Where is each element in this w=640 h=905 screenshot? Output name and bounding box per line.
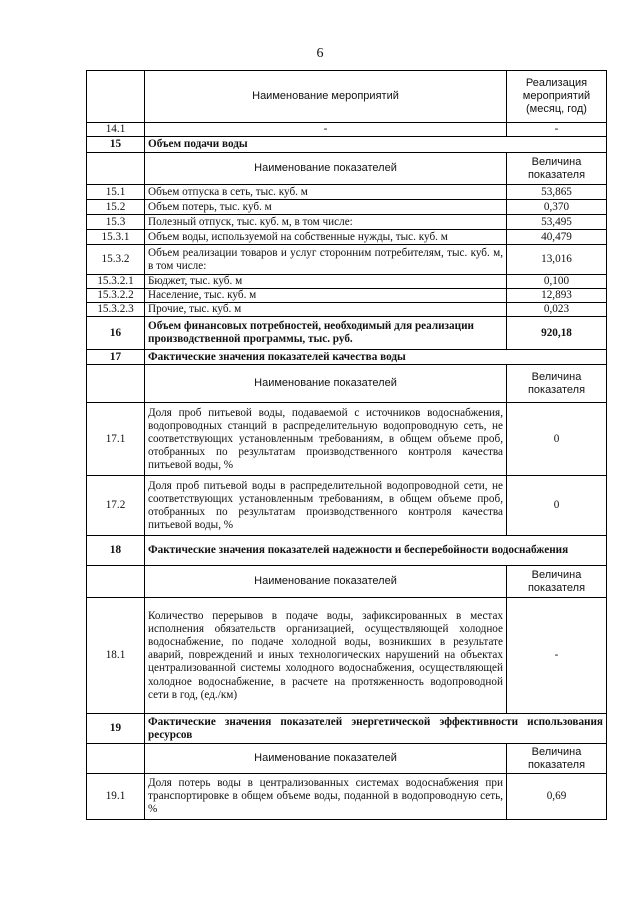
row-number: 15.2 [87, 200, 145, 215]
row-number: 17.1 [87, 403, 145, 476]
table-row [87, 275, 607, 289]
row-value: 53,495 [507, 215, 607, 230]
table-row [87, 403, 607, 476]
table-row [87, 123, 607, 137]
table-row [87, 317, 607, 350]
row-value: 12,893 [507, 289, 607, 303]
section-number: 18 [87, 536, 145, 566]
header-name-cell: Наименование показателей [145, 744, 507, 774]
table-header-row [87, 71, 607, 123]
row-number: 14.1 [87, 123, 145, 137]
header-value-cell: Величина показателя [507, 566, 607, 598]
table-row [87, 200, 607, 215]
header-name-cell: Наименование показателей [145, 365, 507, 403]
row-value: 0,69 [507, 774, 607, 820]
row-name: Прочие, тыс. куб. м [145, 303, 507, 317]
table-row [87, 230, 607, 245]
section-title: Фактические значения показателей надежности и бесперебойности водоснабжения [145, 536, 607, 566]
page-number: 6 [316, 46, 324, 61]
row-value: 0,370 [507, 200, 607, 215]
header-value-cell: Величина показателя [507, 744, 607, 774]
row-value: - [507, 123, 607, 137]
row-name: Бюджет, тыс. куб. м [145, 275, 507, 289]
row-number: 15.3.2 [87, 245, 145, 275]
row-value: 53,865 [507, 185, 607, 200]
table-header-row [87, 365, 607, 403]
row-value: 0,023 [507, 303, 607, 317]
indicators-table [86, 70, 607, 820]
row-number: 16 [87, 317, 145, 350]
row-number: 15.1 [87, 185, 145, 200]
row-value: 0,100 [507, 275, 607, 289]
row-number: 15.3.1 [87, 230, 145, 245]
row-value: 40,479 [507, 230, 607, 245]
header-num-cell [87, 153, 145, 185]
table-row [87, 289, 607, 303]
row-name: Полезный отпуск, тыс. куб. м, в том числе: [145, 215, 507, 230]
table-row [87, 215, 607, 230]
header-name-cell: Наименование показателей [145, 153, 507, 185]
row-number: 15.3.2.1 [87, 275, 145, 289]
table-header-row [87, 744, 607, 774]
row-name: - [145, 123, 507, 137]
header-value-cell: Величина показателя [507, 365, 607, 403]
row-name: Объем потерь, тыс. куб. м [145, 200, 507, 215]
row-number: 15.3.2.3 [87, 303, 145, 317]
header-num-cell [87, 71, 145, 123]
row-name: Доля потерь воды в централизованных системах водоснабжения при транспортировке в общем объеме воды, поданной в водопроводную сеть, % [145, 774, 507, 820]
table-header-row [87, 566, 607, 598]
table-row [87, 185, 607, 200]
row-number: 15.3.2.2 [87, 289, 145, 303]
header-value-cell: Величина показателя [507, 153, 607, 185]
section-title: Объем подачи воды [145, 137, 607, 153]
section-title: Фактические значения показателей качества воды [145, 350, 607, 365]
table-row [87, 774, 607, 820]
row-value: 920,18 [507, 317, 607, 350]
table-header-row [87, 153, 607, 185]
header-num-cell [87, 365, 145, 403]
section-number: 15 [87, 137, 145, 153]
row-name: Население, тыс. куб. м [145, 289, 507, 303]
row-value: 0 [507, 476, 607, 536]
table-row [87, 476, 607, 536]
header-value-cell: Реализация мероприятий (месяц, год) [507, 71, 607, 123]
row-value: 13,016 [507, 245, 607, 275]
header-num-cell [87, 744, 145, 774]
row-name: Объем воды, используемой на собственные нужды, тыс. куб. м [145, 230, 507, 245]
section-row [87, 536, 607, 566]
row-name: Объем реализации товаров и услуг сторонним потребителям, тыс. куб. м, в том числе: [145, 245, 507, 275]
row-value: - [507, 598, 607, 714]
section-row [87, 350, 607, 365]
row-name: Количество перерывов в подаче воды, зафиксированных в местах исполнения обязательств организацией, осуществляющей холодное водоснабжение, по подаче холодной воды, возникших в результате аварий, повреждений и иных технологических нарушений на объектах централизованной системы холодного водоснабжения, осуществляющей холодное водоснабжение, в расчете на протяженность водопроводной сети в год, (ед./км) [145, 598, 507, 714]
row-number: 18.1 [87, 598, 145, 714]
table-row [87, 245, 607, 275]
row-value: 0 [507, 403, 607, 476]
row-number: 17.2 [87, 476, 145, 536]
header-num-cell [87, 566, 145, 598]
row-name: Доля проб питьевой воды в распределительной водопроводной сети, не соответствующих установленным требованиям, в общем объеме проб, отобранных по результатам производственного контроля качества питьевой воды, % [145, 476, 507, 536]
header-name-cell: Наименование мероприятий [145, 71, 507, 123]
row-name: Объем финансовых потребностей, необходимый для реализации производственной программы, тыс. руб. [145, 317, 507, 350]
header-name-cell: Наименование показателей [145, 566, 507, 598]
table-row [87, 303, 607, 317]
row-number: 15.3 [87, 215, 145, 230]
row-number: 19.1 [87, 774, 145, 820]
section-row [87, 137, 607, 153]
section-row [87, 714, 607, 744]
section-number: 19 [87, 714, 145, 744]
row-name: Доля проб питьевой воды, подаваемой с источников водоснабжения, водопроводных станций в распределительную водопроводную сеть, не соответствующих установленным требованиям, в общем объеме проб, отобранных по результатам производственного контроля качества питьевой воды, % [145, 403, 507, 476]
section-number: 17 [87, 350, 145, 365]
section-title: Фактические значения показателей энергетической эффективности использования ресурсов [145, 714, 607, 744]
table-row [87, 598, 607, 714]
row-name: Объем отпуска в сеть, тыс. куб. м [145, 185, 507, 200]
